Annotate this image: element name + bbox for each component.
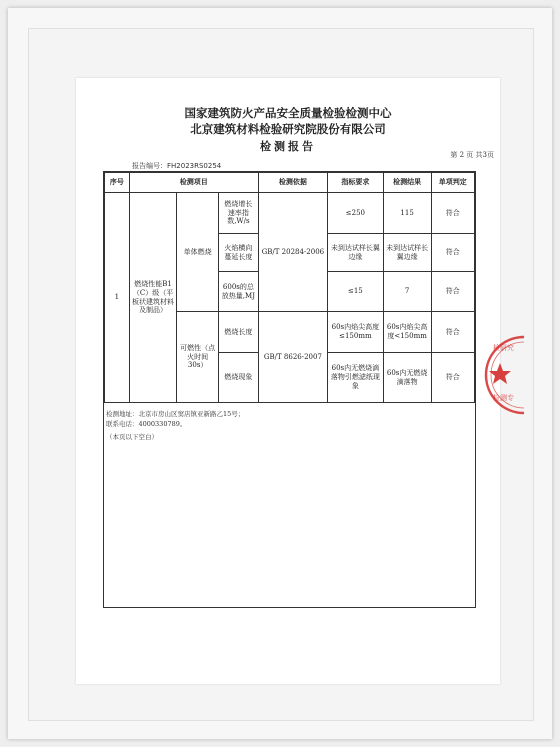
basis-cell: GB/T 8626-2007 [258, 312, 327, 403]
table-row [105, 193, 475, 234]
verdict-cell: 符合 [431, 312, 474, 353]
item-cell: 燃烧增长速率指数,W/s [219, 193, 259, 234]
group-name-cell: 单体燃烧 [177, 193, 219, 312]
col-header-item: 检测项目 [129, 173, 258, 193]
test-results-table [104, 172, 475, 403]
verdict-cell: 符合 [431, 234, 474, 272]
group-name-cell: 可燃性（点火时间30s） [177, 312, 219, 403]
test-address: 检测地址：北京市房山区窦店镇亚新路乙15号； [106, 410, 245, 418]
official-seal-stamp [480, 330, 524, 420]
report-title: 检测报告 [260, 140, 316, 153]
col-header-basis: 检测依据 [258, 173, 327, 193]
requirement-cell: ≤250 [328, 193, 384, 234]
result-cell: 115 [383, 193, 431, 234]
page-number: 第 2 页 共3页 [450, 151, 494, 159]
report-footer [106, 409, 244, 442]
col-header-result: 检测结果 [383, 173, 431, 193]
verdict-cell: 符合 [431, 353, 474, 403]
requirement-cell: 60s内无燃烧滴落物引燃滤纸现象 [328, 353, 384, 403]
svg-text:检测专: 检测专 [493, 394, 514, 402]
table-header-row [105, 173, 475, 193]
col-header-seq: 序号 [105, 173, 130, 193]
report-content-box [103, 171, 476, 608]
result-cell: 未到达试样长翼边缘 [383, 234, 431, 272]
blank-notice: （本页以下空白） [106, 433, 158, 442]
org-title-1: 国家建筑防火产品安全质量检验检测中心 [184, 106, 392, 120]
basis-cell: GB/T 20284-2006 [258, 193, 327, 312]
verdict-cell: 符合 [431, 272, 474, 312]
result-cell: 60s内焰尖高度<150mm [383, 312, 431, 353]
item-cell: 燃烧现象 [219, 353, 259, 403]
item-cell: 燃烧长度 [219, 312, 259, 353]
col-header-verdict: 单项判定 [431, 173, 474, 193]
picture-frame [8, 8, 552, 739]
col-header-requirement: 指标要求 [328, 173, 384, 193]
svg-text:检研究: 检研究 [493, 344, 514, 352]
seq-cell: 1 [105, 193, 130, 403]
seal-graphic [480, 330, 524, 420]
report-page [76, 78, 500, 684]
result-cell: 7 [383, 272, 431, 312]
category-cell: 燃烧性能B1（C）级（平板状建筑材料及制品） [129, 193, 177, 403]
requirement-cell: ≤15 [328, 272, 384, 312]
requirement-cell: 未到达试样长翼边缘 [328, 234, 384, 272]
verdict-cell: 符合 [431, 193, 474, 234]
requirement-cell: 60s内焰尖高度≤150mm [328, 312, 384, 353]
org-title-2: 北京建筑材料检验研究院股份有限公司 [190, 122, 386, 136]
contact-phone: 联系电话：4000330789。 [106, 420, 187, 429]
item-cell: 600s的总放热量,MJ [219, 272, 259, 312]
result-cell: 60s内无燃烧滴落物 [383, 353, 431, 403]
item-cell: 火焰横向蔓延长度 [219, 234, 259, 272]
report-number: 报告编号：FH2023RS0254 [132, 162, 222, 170]
